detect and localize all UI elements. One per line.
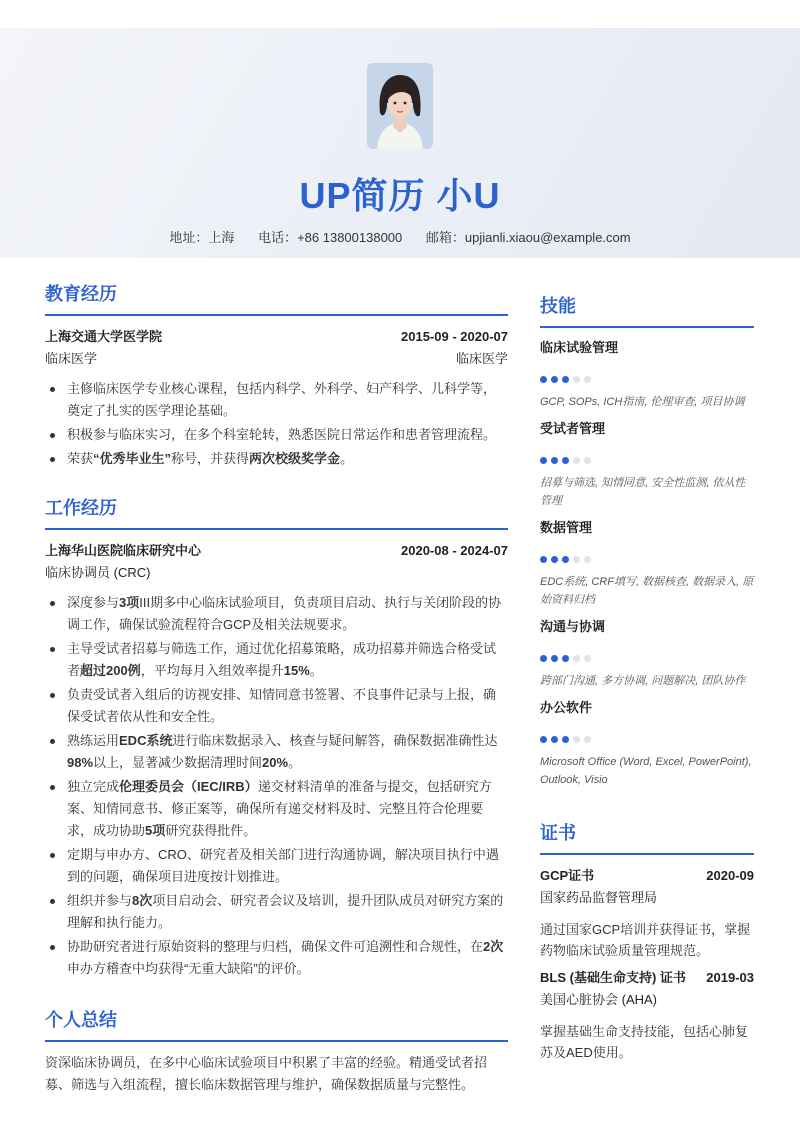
bullet-text: 。 <box>340 451 354 466</box>
education-major-right: 临床医学 <box>455 351 508 366</box>
bullet-text: 98% <box>67 755 94 770</box>
skill-desc: 跨部门沟通, 多方协调, 问题解决, 团队协作 <box>540 675 746 687</box>
bullet-item <box>45 890 508 934</box>
education-dates: 2015-09 - 2020-07 <box>401 329 508 344</box>
contact-line <box>0 227 800 246</box>
bullet-text: 以上，显著减少数据清理时间 <box>93 755 263 770</box>
skill-dot-filled <box>540 376 547 383</box>
resume-header <box>0 28 800 258</box>
skill-dot-empty <box>573 736 580 743</box>
side-column <box>540 292 754 1069</box>
cert-item <box>540 865 754 961</box>
summary-text: 资深临床协调员，在多中心临床试验项目中积累了丰富的经验。精通受试者招募、筛选与入组流程，擅长临床数据管理与维护，确保数据质量与完整性。 <box>45 1055 488 1092</box>
skill-dot-filled <box>562 736 569 743</box>
bullet-text: 组织并参与 <box>67 893 133 908</box>
bullet-text: “优秀毕业生” <box>93 451 172 466</box>
skill-dot-empty <box>573 457 580 464</box>
bullet-text: EDC系统 <box>119 733 173 748</box>
bullet-item <box>45 936 508 980</box>
skill-dot-filled <box>562 457 569 464</box>
skill-name: 临床试验管理 <box>540 340 619 355</box>
bullet-item <box>45 378 508 422</box>
bullet-text: 负责受试者入组后的访视安排、知情同意书签署、不良事件记录与上报，确保受试者依从性和安全性。 <box>67 687 497 724</box>
bullet-item <box>45 592 508 636</box>
education-major: 临床医学 <box>45 351 98 366</box>
bullet-text: 超过200例 <box>80 663 141 678</box>
phone-value: +86 13800138000 <box>297 230 403 245</box>
skill-dot-empty <box>584 736 591 743</box>
skill-dot-filled <box>562 655 569 662</box>
cert-issuer: 美国心脏协会 (AHA) <box>540 992 658 1007</box>
skill-dot-empty <box>584 556 591 563</box>
phone-label: 电话： <box>258 230 298 245</box>
address-label: 地址： <box>169 230 209 245</box>
bullet-item <box>45 844 508 888</box>
bullet-text: 。 <box>309 663 323 678</box>
skill-desc: 招募与筛选, 知情同意, 安全性监测, 依从性管理 <box>540 477 746 507</box>
education-title: 教育经历 <box>45 280 508 316</box>
skill-level-dots <box>540 556 754 563</box>
contact-address <box>169 230 234 245</box>
skill-dot-empty <box>584 457 591 464</box>
bullet-text: 研究获得批件。 <box>165 823 257 838</box>
bullet-item <box>45 448 508 470</box>
summary-section <box>45 1006 508 1096</box>
skill-dot-empty <box>584 655 591 662</box>
bullet-text: ，平均每月入组效率提升 <box>140 663 284 678</box>
bullet-text: 进行临床数据录入、核查与疑问解答，确保数据准确性达 <box>172 733 498 748</box>
skill-item <box>540 698 754 789</box>
bullet-text: 。 <box>288 755 302 770</box>
skill-dot-filled <box>540 736 547 743</box>
skill-name: 沟通与协调 <box>540 619 606 634</box>
skills-section <box>540 292 754 789</box>
education-section <box>45 280 508 470</box>
bullet-text: 两次校级奖学金 <box>249 451 341 466</box>
skill-name: 数据管理 <box>540 520 593 535</box>
work-role: 临床协调员 (CRC) <box>45 565 151 580</box>
cert-desc: 通过国家GCP培训并获得证书，掌握药物临床试验质量管理规范。 <box>540 922 751 958</box>
profile-photo <box>367 63 433 149</box>
skill-dot-filled <box>540 457 547 464</box>
skill-dot-filled <box>551 457 558 464</box>
work-bullets <box>45 592 508 980</box>
skill-level-dots <box>540 655 754 662</box>
skill-name: 办公软件 <box>540 700 593 715</box>
certs-title: 证书 <box>540 819 754 855</box>
work-section <box>45 494 508 980</box>
email-value: upjianli.xiaou@example.com <box>464 230 631 245</box>
skill-dot-empty <box>573 655 580 662</box>
bullet-item <box>45 638 508 682</box>
skill-desc: GCP, SOPs, ICH指南, 伦理审查, 项目协调 <box>540 396 745 408</box>
bullet-text: 20% <box>262 755 289 770</box>
bullet-text: 主修临床医学专业核心课程，包括内科学、外科学、妇产科学、儿科学等，奠定了扎实的医学理论基础。 <box>67 381 497 418</box>
candidate-name: UP简历 小U <box>299 175 501 216</box>
work-org: 上海华山医院临床研究中心 <box>45 543 202 558</box>
main-column <box>45 280 508 1096</box>
bullet-text: 递交材料清单的准备与提交，包括研究方案、知情同意书、修正案等，确保所有递交材料及时、完整且符合伦理要求，成功协助 <box>67 779 492 838</box>
bullet-item <box>45 424 508 446</box>
bullet-item <box>45 684 508 728</box>
address-value: 上海 <box>208 230 235 245</box>
cert-desc: 掌握基础生命支持技能，包括心肺复苏及AED使用。 <box>540 1024 749 1060</box>
skill-level-dots <box>540 736 754 743</box>
bullet-text: III期多中心临床试验项目，负责项目启动、执行与关闭阶段的协调工作，确保试验流程符合GCP及相关法规要求。 <box>67 595 502 632</box>
work-dates: 2020-08 - 2024-07 <box>401 543 508 558</box>
bullet-text: 称号，并获得 <box>171 451 250 466</box>
bullet-text: 主导受试者招募与筛选工作，通过优化招募策略，成功招募并筛选合格受试者 <box>67 641 497 678</box>
certs-section <box>540 819 754 1063</box>
cert-date: 2020-09 <box>706 868 754 883</box>
cert-date: 2019-03 <box>706 970 754 985</box>
skill-name: 受试者管理 <box>540 421 606 436</box>
bullet-text: 项目启动会、研究者会议及培训，提升团队成员对研究方案的理解和执行能力。 <box>67 893 504 930</box>
cert-item <box>540 967 754 1063</box>
skill-dot-empty <box>584 376 591 383</box>
certs-list <box>540 865 754 1063</box>
skill-dot-filled <box>551 736 558 743</box>
bullet-text: 5项 <box>145 823 166 838</box>
skill-dot-filled <box>540 556 547 563</box>
bullet-text: 申办方稽查中均获得“无重大缺陷”的评价。 <box>67 961 310 976</box>
bullet-text: 伦理委员会（IEC/IRB） <box>119 779 258 794</box>
bullet-text: 3项 <box>119 595 140 610</box>
bullet-text: 积极参与临床实习，在多个科室轮转，熟悉医院日常运作和患者管理流程。 <box>67 427 497 442</box>
skill-dot-empty <box>573 376 580 383</box>
work-title: 工作经历 <box>45 494 508 530</box>
skill-item <box>540 338 754 411</box>
email-label: 邮箱： <box>425 230 465 245</box>
bullet-text: 独立完成 <box>67 779 120 794</box>
cert-issuer: 国家药品监督管理局 <box>540 890 658 905</box>
bullet-item <box>45 776 508 842</box>
skill-dot-filled <box>551 556 558 563</box>
summary-title: 个人总结 <box>45 1006 508 1042</box>
skill-dot-empty <box>573 556 580 563</box>
cert-name: BLS (基础生命支持) 证书 <box>540 970 686 985</box>
bullet-text: 2次 <box>483 939 504 954</box>
bullet-text: 深度参与 <box>67 595 120 610</box>
bullet-text: 荣获 <box>67 451 94 466</box>
contact-phone <box>258 230 402 245</box>
skill-desc: Microsoft Office (Word, Excel, PowerPoint), Outlook, Visio <box>540 756 752 786</box>
bullet-text: 熟练运用 <box>67 733 120 748</box>
bullet-item <box>45 730 508 774</box>
bullet-text: 8次 <box>132 893 153 908</box>
education-bullets <box>45 378 508 470</box>
cert-name: GCP证书 <box>540 868 595 883</box>
skills-title: 技能 <box>540 292 754 328</box>
skills-list <box>540 338 754 789</box>
skill-dot-filled <box>551 655 558 662</box>
skill-dot-filled <box>551 376 558 383</box>
bullet-text: 协助研究者进行原始资料的整理与归档，确保文件可追溯性和合规性，在 <box>67 939 484 954</box>
education-school: 上海交通大学医学院 <box>45 329 163 344</box>
skill-item <box>540 518 754 609</box>
skill-item <box>540 617 754 690</box>
skill-desc: EDC系统, CRF填写, 数据核查, 数据录入, 原始资料归档 <box>540 576 754 606</box>
skill-level-dots <box>540 376 754 383</box>
skill-dot-filled <box>562 556 569 563</box>
bullet-text: 15% <box>283 663 310 678</box>
skill-level-dots <box>540 457 754 464</box>
bullet-text: 定期与申办方、CRO、研究者及相关部门进行沟通协调，解决项目执行中遇到的问题，确保项目进度按计划推进。 <box>67 847 499 884</box>
skill-dot-filled <box>540 655 547 662</box>
contact-email <box>426 230 631 245</box>
skill-dot-filled <box>562 376 569 383</box>
skill-item <box>540 419 754 510</box>
